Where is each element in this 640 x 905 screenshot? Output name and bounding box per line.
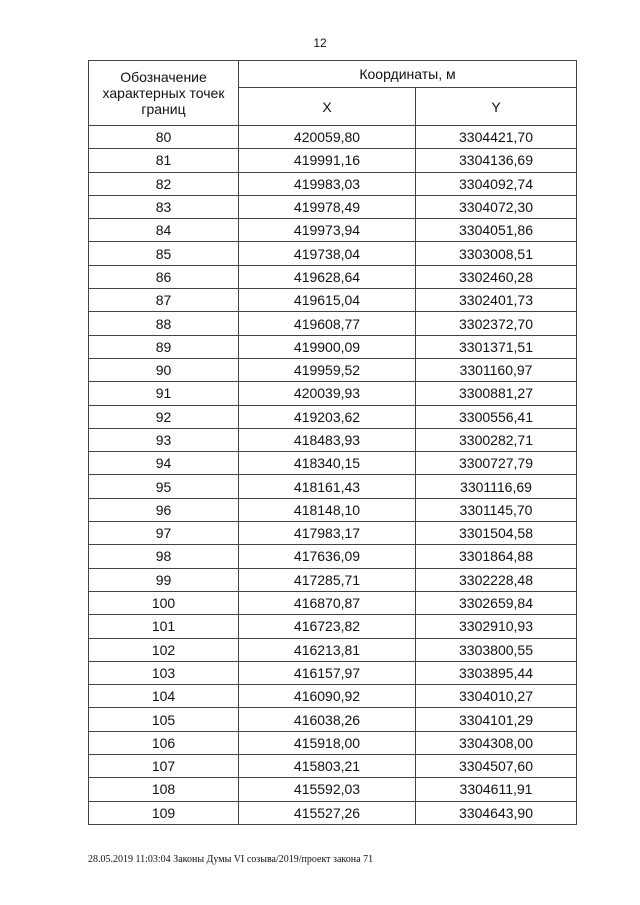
x-coordinate-cell: 417983,17 bbox=[239, 522, 416, 545]
point-number-cell: 99 bbox=[89, 568, 239, 591]
x-coordinate-cell: 418483,93 bbox=[239, 428, 416, 451]
point-number-cell: 86 bbox=[89, 265, 239, 288]
table-row bbox=[89, 615, 577, 638]
table-row bbox=[89, 358, 577, 381]
y-coordinate-cell: 3301116,69 bbox=[416, 475, 577, 498]
table-body bbox=[89, 126, 577, 825]
y-coordinate-cell: 3304092,74 bbox=[416, 172, 577, 195]
point-number-cell: 92 bbox=[89, 405, 239, 428]
footer-stamp: 28.05.2019 11:03:04 Законы Думы VI созыва/2019/проект закона 71 bbox=[88, 854, 374, 865]
table-row bbox=[89, 475, 577, 498]
x-coordinate-cell: 418161,43 bbox=[239, 475, 416, 498]
y-coordinate-cell: 3302460,28 bbox=[416, 265, 577, 288]
table-row bbox=[89, 126, 577, 149]
table-row bbox=[89, 335, 577, 358]
table-row bbox=[89, 755, 577, 778]
table-row bbox=[89, 428, 577, 451]
x-coordinate-cell: 419608,77 bbox=[239, 312, 416, 335]
y-coordinate-cell: 3304421,70 bbox=[416, 126, 577, 149]
point-number-cell: 108 bbox=[89, 778, 239, 801]
table-row bbox=[89, 522, 577, 545]
x-coordinate-cell: 418340,15 bbox=[239, 452, 416, 475]
point-number-cell: 94 bbox=[89, 452, 239, 475]
table-row bbox=[89, 242, 577, 265]
x-coordinate-cell: 419738,04 bbox=[239, 242, 416, 265]
point-number-cell: 96 bbox=[89, 498, 239, 521]
table-row bbox=[89, 289, 577, 312]
y-coordinate-cell: 3300727,79 bbox=[416, 452, 577, 475]
y-coordinate-cell: 3301504,58 bbox=[416, 522, 577, 545]
point-number-cell: 87 bbox=[89, 289, 239, 312]
y-coordinate-cell: 3304643,90 bbox=[416, 801, 577, 824]
point-number-cell: 84 bbox=[89, 219, 239, 242]
table-row bbox=[89, 731, 577, 754]
y-coordinate-cell: 3304072,30 bbox=[416, 195, 577, 218]
table-row bbox=[89, 778, 577, 801]
y-coordinate-cell: 3304308,00 bbox=[416, 731, 577, 754]
table-row bbox=[89, 149, 577, 172]
point-number-cell: 103 bbox=[89, 661, 239, 684]
x-coordinate-cell: 415803,21 bbox=[239, 755, 416, 778]
point-number-cell: 83 bbox=[89, 195, 239, 218]
point-number-cell: 101 bbox=[89, 615, 239, 638]
x-coordinate-cell: 419959,52 bbox=[239, 358, 416, 381]
x-coordinate-cell: 420039,93 bbox=[239, 382, 416, 405]
point-number-cell: 85 bbox=[89, 242, 239, 265]
y-coordinate-cell: 3303895,44 bbox=[416, 661, 577, 684]
point-number-cell: 107 bbox=[89, 755, 239, 778]
x-coordinate-cell: 416157,97 bbox=[239, 661, 416, 684]
x-coordinate-cell: 415918,00 bbox=[239, 731, 416, 754]
x-coordinate-cell: 419628,64 bbox=[239, 265, 416, 288]
table-row bbox=[89, 638, 577, 661]
y-coordinate-cell: 3304101,29 bbox=[416, 708, 577, 731]
x-coordinate-cell: 419991,16 bbox=[239, 149, 416, 172]
table-row bbox=[89, 312, 577, 335]
y-coordinate-cell: 3301160,97 bbox=[416, 358, 577, 381]
x-coordinate-cell: 415527,26 bbox=[239, 801, 416, 824]
table-row bbox=[89, 382, 577, 405]
table-row bbox=[89, 568, 577, 591]
table-row bbox=[89, 265, 577, 288]
point-number-cell: 93 bbox=[89, 428, 239, 451]
y-coordinate-cell: 3300881,27 bbox=[416, 382, 577, 405]
x-coordinate-cell: 416090,92 bbox=[239, 685, 416, 708]
x-coordinate-cell: 419973,94 bbox=[239, 219, 416, 242]
point-number-cell: 106 bbox=[89, 731, 239, 754]
y-coordinate-cell: 3304507,60 bbox=[416, 755, 577, 778]
y-coordinate-cell: 3300556,41 bbox=[416, 405, 577, 428]
y-coordinate-cell: 3302228,48 bbox=[416, 568, 577, 591]
y-coordinate-cell: 3301371,51 bbox=[416, 335, 577, 358]
x-coordinate-cell: 416723,82 bbox=[239, 615, 416, 638]
y-coordinate-cell: 3304051,86 bbox=[416, 219, 577, 242]
header-x: X bbox=[239, 88, 416, 126]
x-coordinate-cell: 419615,04 bbox=[239, 289, 416, 312]
table-row bbox=[89, 661, 577, 684]
y-coordinate-cell: 3302372,70 bbox=[416, 312, 577, 335]
point-number-cell: 109 bbox=[89, 801, 239, 824]
point-number-cell: 98 bbox=[89, 545, 239, 568]
header-coordinates: Координаты, м bbox=[239, 61, 577, 88]
x-coordinate-cell: 416213,81 bbox=[239, 638, 416, 661]
point-number-cell: 80 bbox=[89, 126, 239, 149]
point-number-cell: 102 bbox=[89, 638, 239, 661]
table-row bbox=[89, 591, 577, 614]
table-row bbox=[89, 498, 577, 521]
y-coordinate-cell: 3302401,73 bbox=[416, 289, 577, 312]
y-coordinate-cell: 3302659,84 bbox=[416, 591, 577, 614]
point-number-cell: 95 bbox=[89, 475, 239, 498]
header-point-label: Обозначение характерных точек границ bbox=[89, 61, 239, 126]
x-coordinate-cell: 419983,03 bbox=[239, 172, 416, 195]
x-coordinate-cell: 419203,62 bbox=[239, 405, 416, 428]
point-number-cell: 97 bbox=[89, 522, 239, 545]
table-row bbox=[89, 405, 577, 428]
x-coordinate-cell: 415592,03 bbox=[239, 778, 416, 801]
x-coordinate-cell: 416870,87 bbox=[239, 591, 416, 614]
table-row bbox=[89, 452, 577, 475]
y-coordinate-cell: 3303800,55 bbox=[416, 638, 577, 661]
y-coordinate-cell: 3301145,70 bbox=[416, 498, 577, 521]
x-coordinate-cell: 419900,09 bbox=[239, 335, 416, 358]
table-row bbox=[89, 545, 577, 568]
table-row bbox=[89, 708, 577, 731]
header-y: Y bbox=[416, 88, 577, 126]
x-coordinate-cell: 417285,71 bbox=[239, 568, 416, 591]
point-number-cell: 104 bbox=[89, 685, 239, 708]
y-coordinate-cell: 3304010,27 bbox=[416, 685, 577, 708]
coordinates-table bbox=[88, 60, 577, 825]
point-number-cell: 100 bbox=[89, 591, 239, 614]
x-coordinate-cell: 418148,10 bbox=[239, 498, 416, 521]
y-coordinate-cell: 3304611,91 bbox=[416, 778, 577, 801]
point-number-cell: 90 bbox=[89, 358, 239, 381]
y-coordinate-cell: 3302910,93 bbox=[416, 615, 577, 638]
point-number-cell: 82 bbox=[89, 172, 239, 195]
point-number-cell: 105 bbox=[89, 708, 239, 731]
page-number: 12 bbox=[313, 36, 327, 50]
table-row bbox=[89, 172, 577, 195]
x-coordinate-cell: 417636,09 bbox=[239, 545, 416, 568]
table-row bbox=[89, 195, 577, 218]
point-number-cell: 91 bbox=[89, 382, 239, 405]
y-coordinate-cell: 3300282,71 bbox=[416, 428, 577, 451]
table-row bbox=[89, 219, 577, 242]
point-number-cell: 81 bbox=[89, 149, 239, 172]
point-number-cell: 89 bbox=[89, 335, 239, 358]
table-row bbox=[89, 685, 577, 708]
x-coordinate-cell: 419978,49 bbox=[239, 195, 416, 218]
x-coordinate-cell: 420059,80 bbox=[239, 126, 416, 149]
y-coordinate-cell: 3301864,88 bbox=[416, 545, 577, 568]
table-row bbox=[89, 801, 577, 824]
point-number-cell: 88 bbox=[89, 312, 239, 335]
x-coordinate-cell: 416038,26 bbox=[239, 708, 416, 731]
y-coordinate-cell: 3303008,51 bbox=[416, 242, 577, 265]
y-coordinate-cell: 3304136,69 bbox=[416, 149, 577, 172]
